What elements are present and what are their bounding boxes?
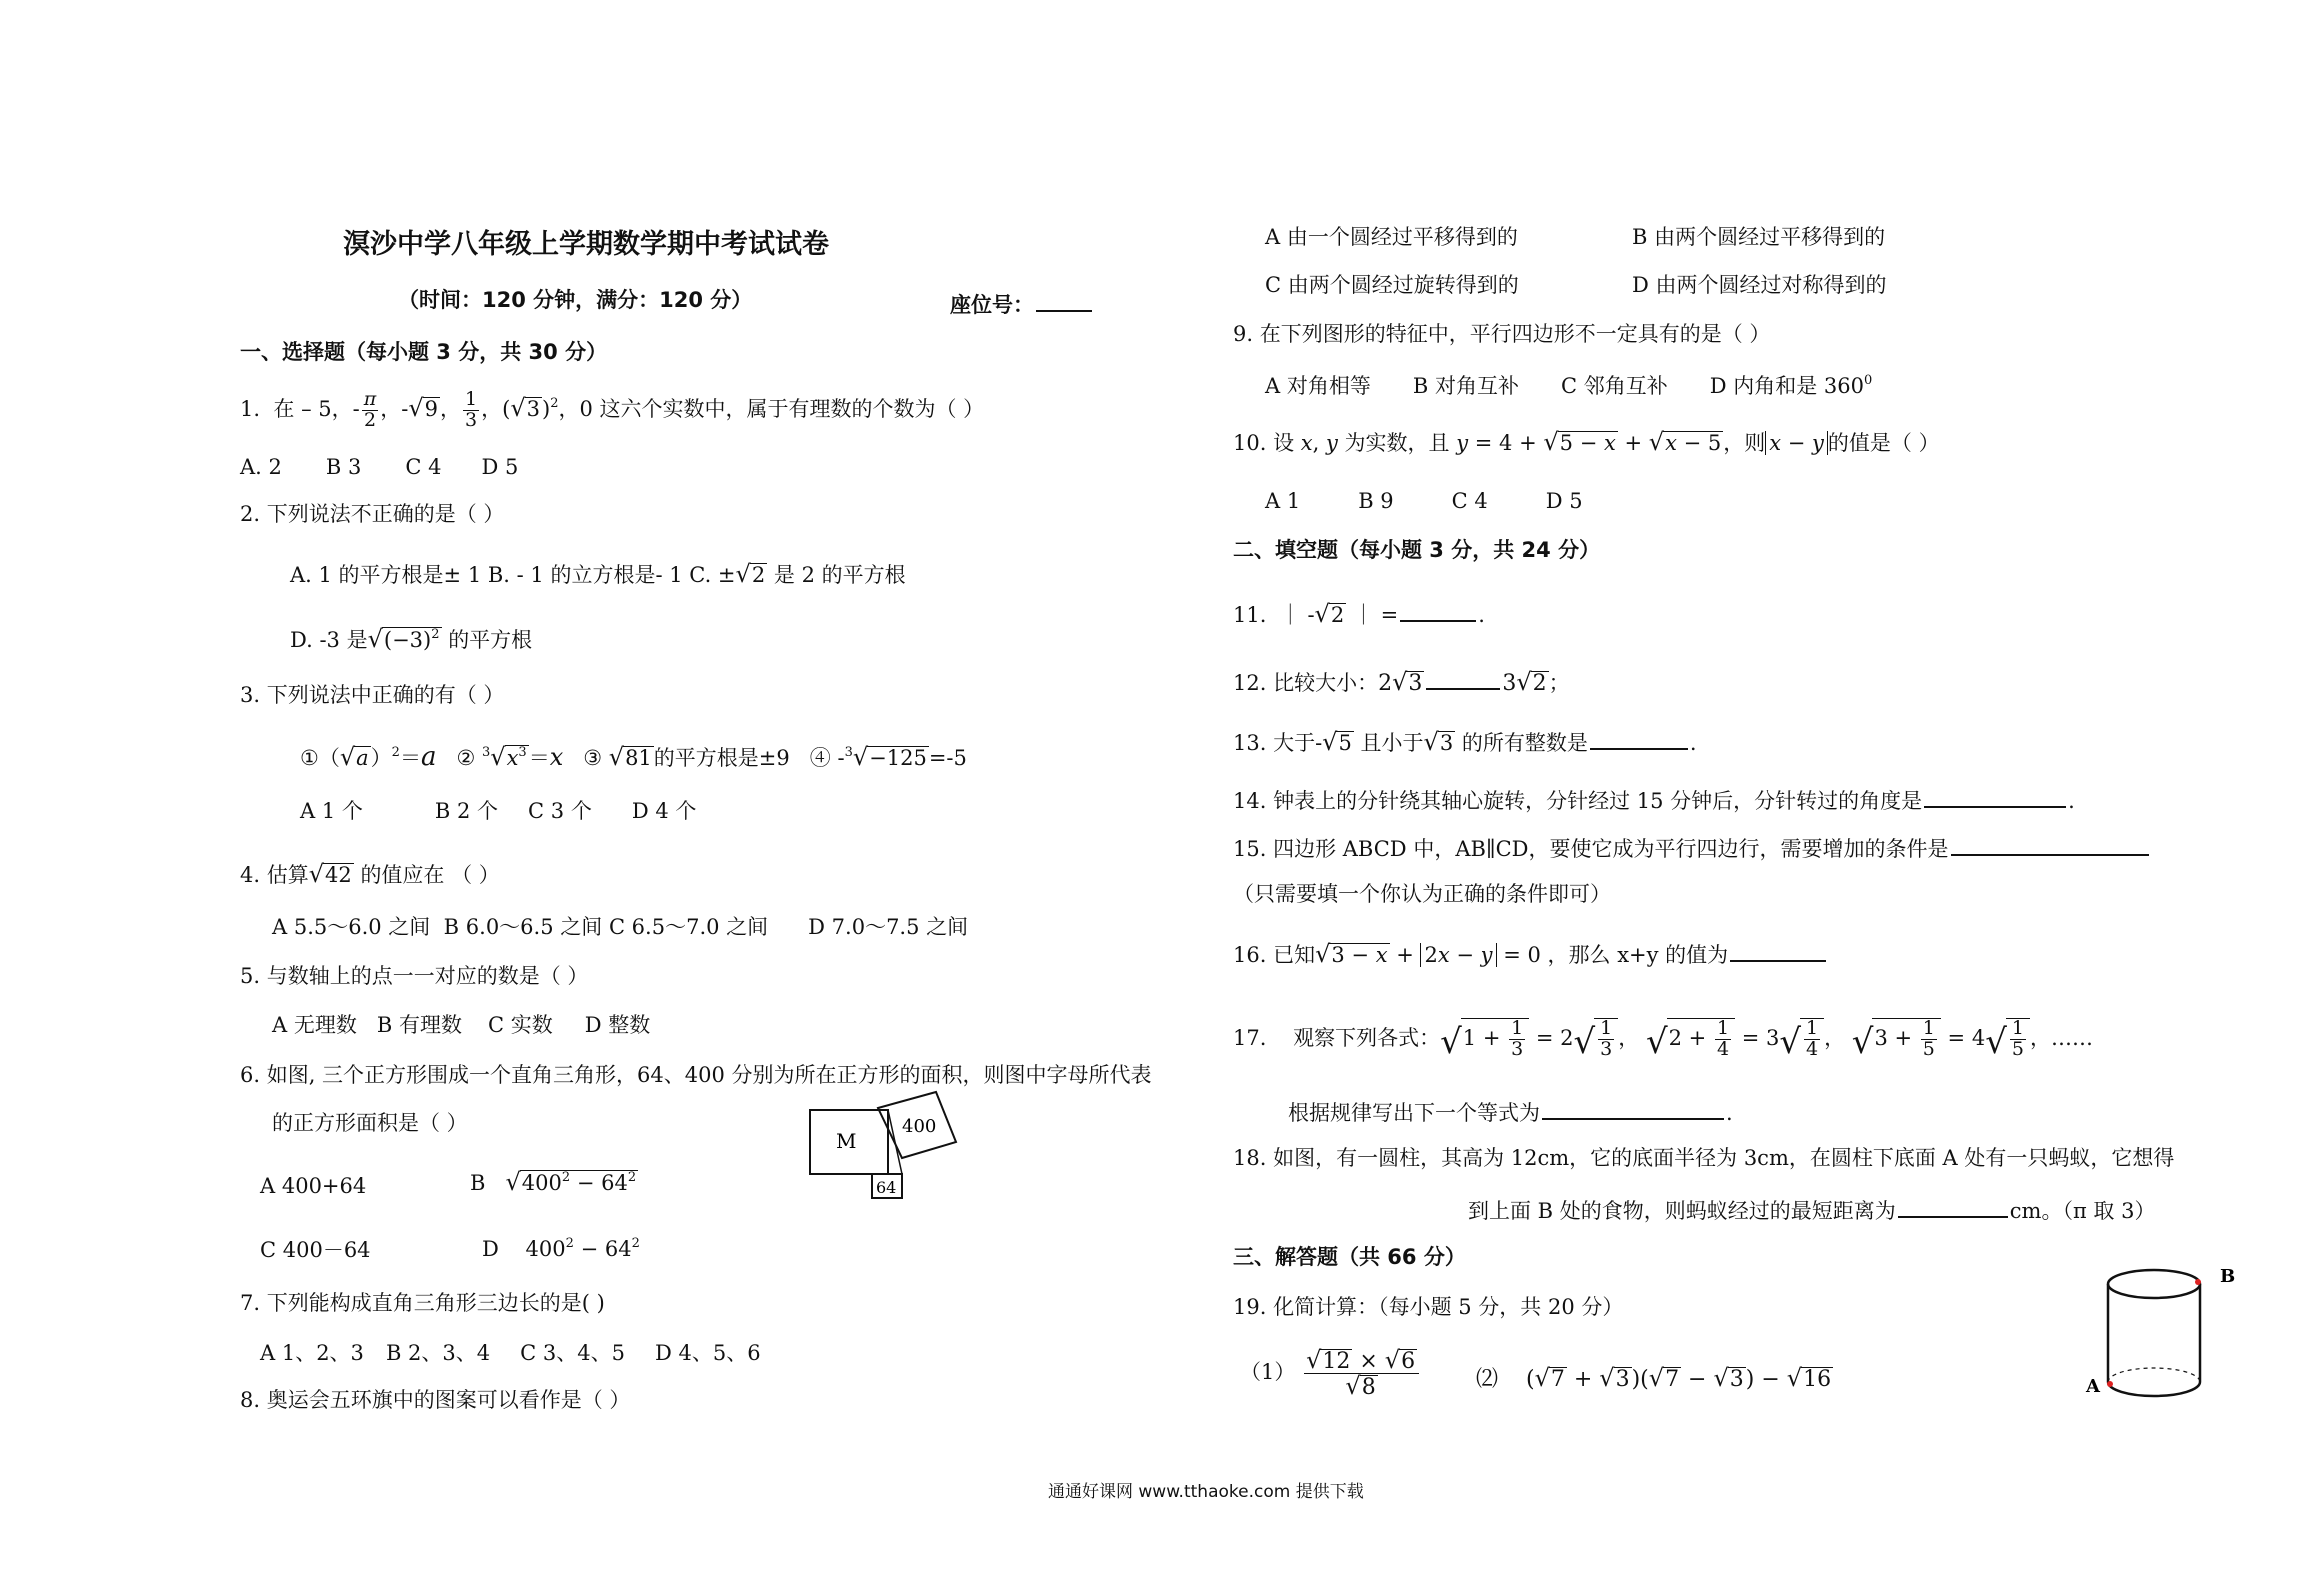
question-4: 4. 估算√42 的值应在 （ ） [240,860,500,888]
q3-options [300,801,696,822]
q4-option-a: A 5.5～6.0 之间 [272,915,431,939]
q10-option-d: D 5 [1545,489,1583,513]
point-a [2107,1381,2113,1387]
q10-option-c: C 4 [1451,489,1488,513]
question-5: 5. 与数轴上的点一一对应的数是（ ） [240,964,589,988]
q17-line-2: 根据规律写出下一个等式为 . [1288,1098,1733,1124]
point-b [2195,1279,2201,1285]
q9-options [1265,374,1872,397]
squares-triangle-figure [800,1080,980,1220]
q10-options [1265,491,1583,512]
q8-option-c: C 由两个圆经过旋转得到的 [1265,273,1519,297]
label-m: M [836,1129,857,1153]
question-11: 11. ｜ -√2 ｜ = . [1233,600,1485,628]
question-19: 19. 化简计算：（每小题 5 分，共 20 分） [1233,1295,1624,1319]
question-2: 2. 下列说法不正确的是（ ） [240,502,505,526]
q7-option-b: B 2、3、4 [385,1341,491,1365]
cylinder-figure [2080,1258,2240,1408]
label-400: 400 [902,1116,937,1137]
question-17: 17. 观察下列各式：√1 + $\frac{1}{3}$ = 2√ $\frac{1}{3}$ ， √2 + $\frac{1}{4}$ = 3√ $\frac{1}{4}$ ， √3 + $\frac{1}{5}$ = 4√ $\frac{1}{5}$ ，…… [1233,1017,2093,1062]
question-18: 18. 如图，有一圆柱，其高为 12cm，它的底面半径为 3cm，在圆柱下底面 A 处有一只蚂蚁，它想得 [1233,1146,2175,1170]
q4-option-d: D 7.0～7.5 之间 [808,915,969,939]
q3-option-d: D 4 个 [631,799,697,823]
q19-part-2: ⑵ (√7 + √3)(√7 − √3) − √16 [1476,1364,1832,1392]
q9-option-d: D 内角和是 $360^0$ [1709,373,1873,398]
q6-option-b: B $√400^2 - 64^2$ [470,1168,637,1196]
question-12: 12. 比较大小：2√3 3√2； [1233,668,1570,696]
q7-option-d: D 4、5、6 [654,1341,761,1365]
section-2-heading: 二、填空题（每小题 3 分，共 24 分） [1233,538,1601,562]
label-64: 64 [876,1178,897,1197]
q3-option-a: A 1 个 [300,799,363,823]
section-1-heading: 一、选择题（每小题 3 分，共 30 分） [240,340,608,364]
q15-note: （只需要填一个你认为正确的条件即可） [1233,882,1611,906]
question-9: 9. 在下列图形的特征中，平行四边形不一定具有的是（ ） [1233,322,1771,346]
question-13: 13. 大于-√5 且小于√3 的所有整数是 . [1233,728,1697,756]
question-8: 8. 奥运会五环旗中的图案可以看作是（ ） [240,1388,631,1412]
q3-option-c: C 3 个 [528,799,592,823]
q2-option-d: D. -3 是$√(-3)^2$ 的平方根 [290,625,533,653]
q10-option-b: B 9 [1358,489,1394,513]
q6-option-a: A 400+64 [260,1174,367,1198]
label-b: B [2220,1266,2236,1287]
q2-options-abc: A. 1 的平方根是± 1 B. - 1 的立方根是- 1 C. ±√2 是 2 的平方根 [290,560,906,588]
q7-options [260,1343,761,1364]
seat-number: 座位号： [950,290,1094,316]
q1-option-d: D 5 [481,455,519,479]
time-info: （时间：120 分钟，满分：120 分） [398,288,753,312]
question-3: 3. 下列说法中正确的有（ ） [240,683,505,707]
footer-text: 通通好课网 www.tthaoke.com 提供下载 [1048,1482,1364,1502]
question-14: 14. 钟表上的分针绕其轴心旋转，分针经过 15 分钟后，分针转过的角度是 . [1233,786,2075,812]
question-6: 6. 如图, 三个正方形围成一个直角三角形，64、400 分别为所在正方形的面积，则图中字母所代表 [240,1063,1152,1087]
q4-options [272,917,968,938]
q1-option-a: A. 2 [240,455,282,479]
q6-option-c: C 400－64 [260,1238,371,1262]
q6-option-d: D $400^2 - 64^2$ [482,1236,640,1261]
q5-options [272,1015,650,1036]
q7-option-c: C 3、4、5 [520,1341,625,1365]
question-1: 1. 在 – 5，- $\frac{\pi}{2}$ ，-√9， $\frac{1}{3}$ ，$(√3)^2$，0 这六个实数中，属于有理数的个数为（ ） [240,388,985,431]
page-title: 溟沙中学八年级上学期数学期中考试试卷 [343,229,829,260]
q10-option-a: A 1 [1265,489,1301,513]
q8-option-a: A 由一个圆经过平移得到的 [1265,225,1518,249]
q1-option-c: C 4 [405,455,442,479]
q1-options [240,457,518,478]
q19-part-1: （1） $\frac{√12 \times √6}{√8}$ [1240,1348,1421,1399]
q3-statements: $①(√a)^2=a$ ② $^3√x^3=x$ ③ √81的平方根是±9 ④ -$^3$√−125=-5 [300,742,967,772]
question-18-line-2: 到上面 B 处的食物，则蚂蚁经过的最短距离为 cm。（π 取 3） [1468,1196,2155,1222]
question-6-line-2: 的正方形面积是（ ） [272,1111,468,1135]
label-a: A [2086,1376,2100,1397]
q3-option-b: B 2 个 [434,799,499,823]
q5-option-c: C 实数 [487,1013,553,1037]
q8-option-d: D 由两个圆经过对称得到的 [1632,273,1887,297]
q5-option-a: A 无理数 [272,1013,357,1037]
q9-option-b: B 对角互补 [1412,374,1519,398]
question-7: 7. 下列能构成直角三角形三边长的是( ) [240,1291,605,1315]
q5-option-b: B 有理数 [376,1013,462,1037]
q5-option-d: D 整数 [584,1013,651,1037]
question-10: 10. 设 x, y 为实数，且 y = 4 + √5 − x + √x − 5，则 x − y 的值是（ ） [1233,428,1940,456]
q9-option-c: C 邻角互补 [1560,374,1668,398]
question-16: 16. 已知√3 − x + 2x − y = 0 ，那么 x+y 的值为 [1233,940,1828,966]
question-15: 15. 四边形 ABCD 中，AB∥CD，要使它成为平行四边行，需要增加的条件是 [1233,834,2151,860]
q1-option-b: B 3 [325,455,362,479]
section-3-heading: 三、解答题（共 66 分） [1233,1245,1466,1269]
q4-option-c: C 6.5～7.0 之间 [608,915,769,939]
q9-option-a: A 对角相等 [1265,374,1371,398]
q7-option-a: A 1、2、3 [260,1341,364,1365]
q8-option-b: B 由两个圆经过平移得到的 [1632,225,1886,249]
q4-option-b: B 6.0～6.5 之间 [443,915,603,939]
